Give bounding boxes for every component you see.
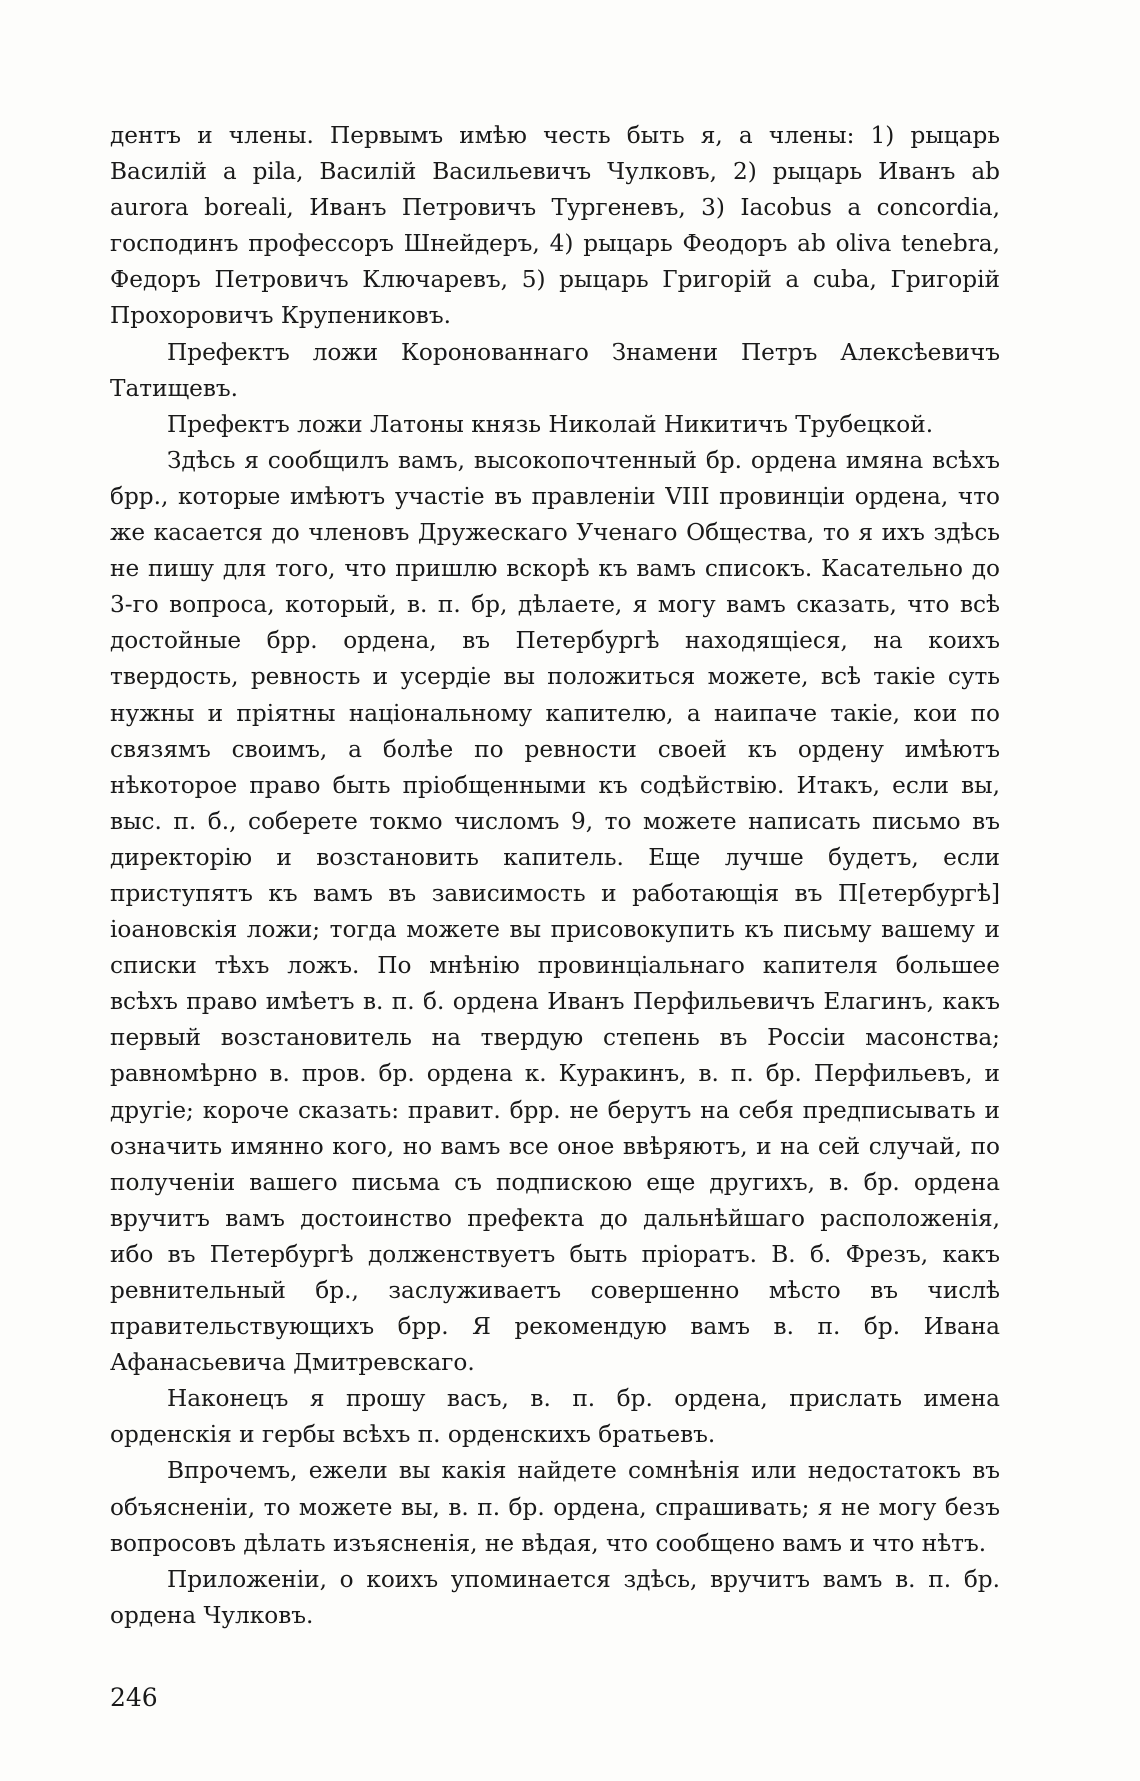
page-body-text bbox=[110, 118, 1000, 1634]
paragraph: Наконецъ я прошу васъ, в. п. бр. ордена, прислать имена орденскiя и гербы всѣхъ п. орденскихъ братьевъ. bbox=[110, 1385, 1000, 1449]
page-number: 246 bbox=[110, 1683, 158, 1712]
paragraph: Префектъ ложи Коронованнаго Знамени Петръ Алексѣевичъ Татищевъ. bbox=[110, 338, 1000, 402]
paragraph-continuation: дентъ и члены. Первымъ имѣю честь быть я, а члены: 1) рыцарь Василiй a pila, Василiй Васильевичъ Чулковъ, 2) рыцарь Иванъ ab aurora boreali, Иванъ Петровичъ Тургеневъ, 3) Iacobus a concordia, господинъ профессоръ Шнейдеръ, 4) рыцарь Феодоръ ab oliva tenebra, Федоръ Петровичъ Ключаревъ, 5) рыцарь Григорiй a cuba, Григорiй Прохоровичъ Крупениковъ. bbox=[110, 122, 1000, 330]
paragraph: Префектъ ложи Латоны князь Николай Никитичъ Трубецкой. bbox=[167, 410, 934, 438]
paragraph: Здѣсь я сообщилъ вамъ, высокопочтенный бр. ордена имяна всѣхъ брр., которые имѣютъ участiе въ правленiи VIII провинцiи ордена, что же касается до членовъ Дружескаго Ученаго Общества, то я ихъ здѣсь не пишу для того, что пришлю вскорѣ къ вамъ списокъ. Касательно до 3-го вопроса, который, в. п. бр, дѣлаете, я могу вамъ сказать, что всѣ достойные брр. ордена, въ Петербургѣ находящiеся, на коихъ твердость, ревность и усердiе вы положиться можете, всѣ такiе суть нужны и прiятны нацiональному капителю, а наипаче такiе, кои по связямъ своимъ, а болѣе по ревности своей къ ордену имѣютъ нѣкоторое право быть прiобщенными къ содѣйствiю. Итакъ, если вы, выс. п. б., соберете токмо числомъ 9, то можете написать письмо въ директорiю и возстановить капитель. Еще лучше будетъ, если приступятъ къ вамъ въ зависимость и работающiя въ П[етербургѣ] iоановскiя ложи; тогда можете вы присовокупить къ письму вашему и списки тѣхъ ложъ. По мнѣнiю провинцiальнаго капителя большее всѣхъ право имѣетъ в. п. б. ордена Иванъ Перфильевичъ Елагинъ, какъ первый возстановитель на твердую степень въ Россiи масонства; равномѣрно в. пров. бр. ордена к. Куракинъ, в. п. бр. Перфильевъ, и другiе; короче сказать: правит. брр. не берутъ на себя предписывать и означить имянно кого, но вамъ все оное ввѣряютъ, и на сей случай, по полученiи вашего письма съ подпискою еще другихъ, в. бр. ордена вручитъ вамъ достоинство префекта до дальнѣйшаго расположенiя, ибо въ Петербургѣ долженствуетъ быть прiоратъ. В. б. Фрезъ, какъ ревнительный бр., заслуживаетъ совершенно мѣсто въ числѣ правительствующихъ брр. Я рекомендую вамъ в. п. бр. Ивана Афанасьевича Дмитревскаго. bbox=[110, 446, 1000, 1377]
paragraph: Впрочемъ, ежели вы какiя найдете сомнѣнiя или недостатокъ въ объясненiи, то можете вы, в. п. бр. ордена, спрашивать; я не могу безъ вопросовъ дѣлать изъясненiя, не вѣдая, что сообщено вамъ и что нѣтъ. bbox=[110, 1457, 1000, 1557]
paragraph: Приложенiи, о коихъ упоминается здѣсь, вручитъ вамъ в. п. бр. ордена Чулковъ. bbox=[110, 1565, 1000, 1629]
